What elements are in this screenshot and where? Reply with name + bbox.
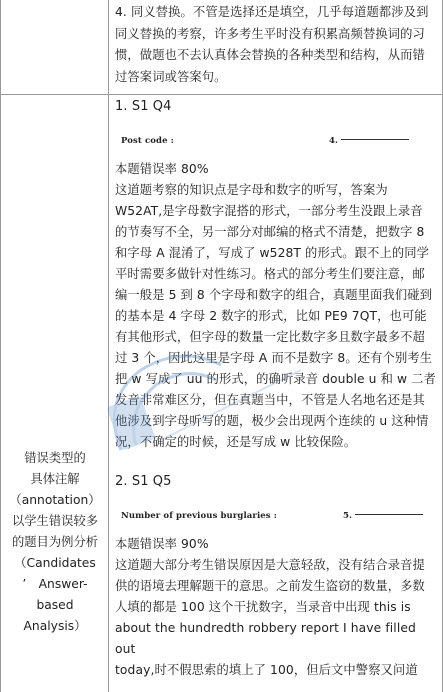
label-line: 错误类型的: [24, 451, 86, 465]
form-label: Number of previous burglaries :: [121, 511, 277, 521]
text-line: 惯，做题也不去认真体会替换的各种类型和结构，从而错: [115, 48, 425, 62]
form-label: Post code :: [121, 136, 174, 146]
text-line: W52AT,是字母数字混搭的形式，一部分考生没跟上录音: [115, 204, 423, 218]
form-blank: [341, 139, 409, 140]
question-2-rate: 本题错误率 90%: [115, 537, 209, 551]
text-line: 和字母 A 混淆了，写成了 w528T 的形式。跟不上的同学: [115, 246, 430, 260]
question-1-heading: 1. S1 Q4: [115, 99, 172, 114]
text-line: 平时需要多做针对性练习。格式的部分考生们要注意，邮: [115, 267, 425, 281]
label-line: based: [36, 598, 74, 612]
label-line: 的题目为例分析: [11, 535, 99, 549]
form-blank: [355, 514, 423, 515]
label-line: （annotation）: [9, 493, 101, 507]
label-line: 以学生错误较多: [11, 514, 99, 528]
question-1-analysis: [115, 180, 437, 453]
text-line: 发音非常难区分，但在真题当中，不管是人名地名还是其: [115, 393, 425, 407]
text-line: 过 3 个，因此这里是字母 A 而不是数字 8。还有个别考生: [115, 351, 433, 365]
label-line: （Candidates: [14, 556, 96, 570]
row-divider: [1, 94, 443, 95]
form-number: 4.: [329, 136, 339, 146]
left-label-cell: [2, 448, 108, 637]
text-line: 过答案词或答案句。: [115, 69, 227, 84]
text-line: 供的语境去理解题干的意思。之前发生盗窃的数量，多数: [115, 579, 425, 593]
question-1-form-snippet: [115, 123, 437, 147]
text-line: today,时不假思索的填上了 100，但后文中警察又问道: [115, 663, 418, 677]
question-2-heading: 2. S1 Q5: [115, 474, 172, 489]
text-line: 况，不确定的时候，还是写成 w 比较保险。: [115, 435, 357, 449]
text-line: 4. 同义替换。不管是选择还是填空，几乎每道题都涉及到: [115, 5, 429, 19]
text-line: 有其他形式，但字母的数量一定比数字多且数字最多不超: [115, 330, 425, 344]
text-line: 的节奏写不全，另一部分对邮编的格式不清楚，把数字 8: [115, 225, 425, 239]
label-line: Analysis）: [23, 619, 87, 633]
label-line: 具体注解: [30, 472, 80, 486]
form-number: 5.: [343, 511, 353, 521]
text-line: 人填的都是 100 这个干扰数字，当录音中出现 this is: [115, 600, 411, 614]
question-2-form-snippet: [115, 498, 437, 522]
text-line: 把 w 写成了 uu 的形式，的确听录音 double u 和 w 二者: [115, 372, 436, 386]
label-line: ’ Answer-: [22, 577, 88, 591]
question-2-analysis: [115, 555, 437, 681]
text-line: about the hundredth robbery report I have filled out: [115, 621, 416, 656]
text-line: 的基本是 4 字母 2 数字的形式，比如 PE9 7QT，也可能: [115, 309, 427, 323]
analysis-cell: [115, 96, 437, 681]
question-1-rate: 本题错误率 80%: [115, 162, 209, 176]
text-line: 编一般是 5 到 8 个字母和数字的组合，真题里面我们碰到: [115, 288, 433, 302]
text-line: 同义替换的考察，许多考生平时没有积累高频替换词的习: [115, 26, 425, 41]
column-divider: [108, 0, 109, 692]
text-line: 这道题考察的知识点是字母和数字的听写，答案为: [115, 183, 388, 197]
top-right-cell: [115, 2, 437, 88]
text-line: 这道题大部分考生错误原因是大意轻敌，没有结合录音提: [115, 558, 425, 572]
text-line: 他涉及到字母听写的题，极少会出现两个连续的 u 这种情: [115, 414, 429, 428]
